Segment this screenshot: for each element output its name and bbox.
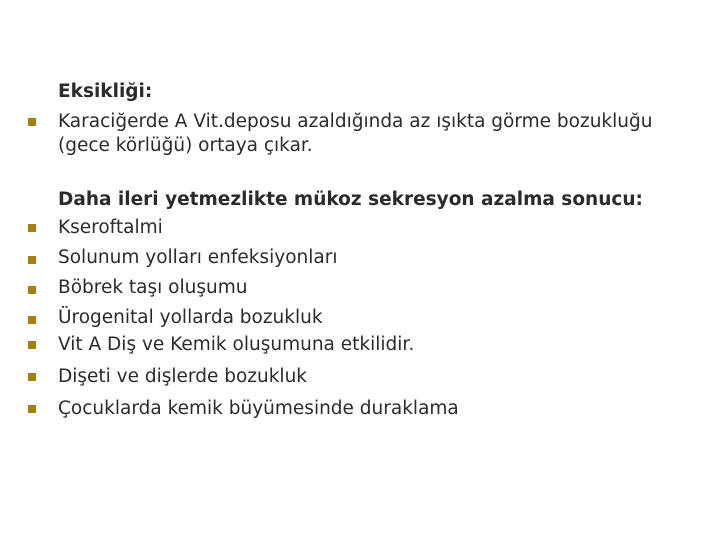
list-item: Ürogenital yollarda bozukluk [58, 307, 323, 328]
list-item: Vit A Diş ve Kemik oluşumuna etkilidir. [58, 334, 415, 355]
bullet-marker [28, 341, 36, 349]
list-item: Kseroftalmi [58, 217, 163, 238]
bullet-marker [28, 256, 36, 264]
bullet-marker [28, 224, 36, 232]
bullet-marker [28, 373, 36, 381]
bullet-marker [28, 316, 36, 324]
list-item: Çocuklarda kemik büyümesinde duraklama [58, 398, 459, 419]
bullet-marker [28, 118, 36, 126]
bullet-marker [28, 286, 36, 294]
section1-heading: Eksikliği: [58, 81, 153, 102]
list-item: Solunum yolları enfeksiyonları [58, 247, 338, 268]
bullet-marker [28, 405, 36, 413]
section2-heading: Daha ileri yetmezlikte mükoz sekresyon azalma sonucu: [58, 189, 643, 210]
section1-text-line1: Karaciğerde A Vit.deposu azaldığında az ışıkta görme bozukluğu [58, 111, 653, 132]
list-item: Dişeti ve dişlerde bozukluk [58, 366, 308, 387]
section1-text-line2: (gece körlüğü) ortaya çıkar. [58, 135, 313, 156]
list-item: Böbrek taşı oluşumu [58, 277, 248, 298]
